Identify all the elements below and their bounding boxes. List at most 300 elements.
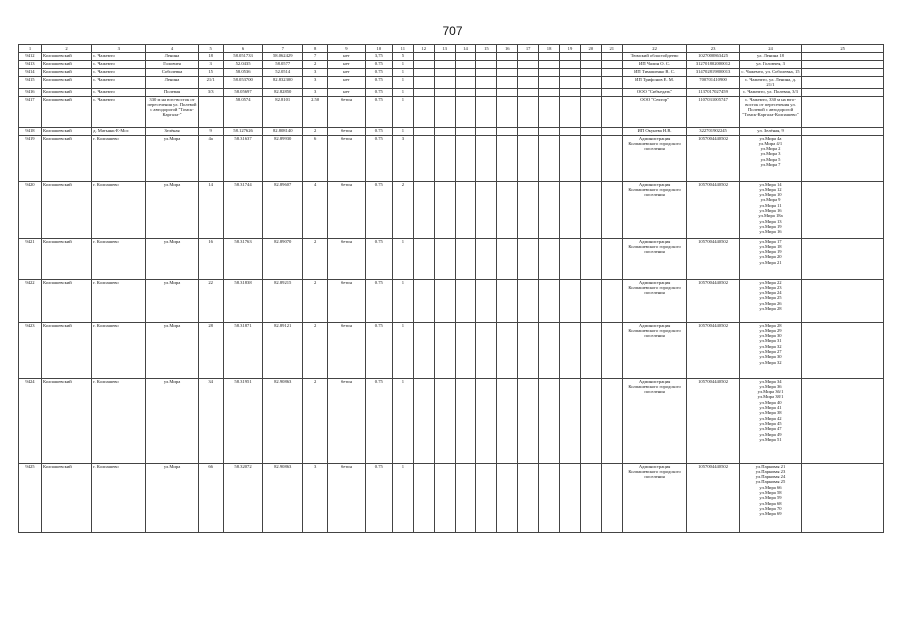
cell-empty bbox=[455, 135, 476, 181]
cell-address: ул. Головчея, 3 bbox=[739, 61, 802, 69]
column-header: 7 bbox=[263, 45, 303, 53]
table-row bbox=[19, 463, 884, 532]
cell-count: 3 bbox=[303, 88, 328, 96]
cell-lon: 82.89607 bbox=[263, 181, 303, 238]
cell-empty bbox=[802, 61, 884, 69]
cell-street: Полевая bbox=[146, 88, 198, 96]
cell-empty bbox=[497, 88, 518, 96]
cell-district: Колпашевский bbox=[41, 69, 91, 77]
cell-empty bbox=[539, 135, 560, 181]
cell-empty bbox=[601, 69, 622, 77]
cell-empty bbox=[518, 135, 539, 181]
cell-empty bbox=[497, 279, 518, 322]
cell-empty bbox=[802, 127, 884, 135]
cell-empty bbox=[601, 135, 622, 181]
cell-street: Ленина bbox=[146, 53, 198, 61]
table-body bbox=[19, 45, 884, 533]
cell-count: 2 bbox=[303, 279, 328, 322]
column-header: 8 bbox=[303, 45, 328, 53]
cell-empty bbox=[413, 53, 434, 61]
cell-lat: 58.31637 bbox=[223, 135, 263, 181]
cell-owner: ООО "Сибъедать" bbox=[622, 88, 687, 96]
cell-empty bbox=[802, 135, 884, 181]
cell-district: Колпашевский bbox=[41, 96, 91, 127]
table-row bbox=[19, 53, 884, 61]
cell-district: Колпашевский bbox=[41, 322, 91, 378]
cell-district: Колпашевский bbox=[41, 181, 91, 238]
cell-house: 15 bbox=[198, 69, 223, 77]
cell-empty bbox=[601, 463, 622, 532]
cell-owner: Тюмский областойдеево bbox=[622, 53, 687, 61]
cell-n: 9425 bbox=[19, 463, 42, 532]
cell-count: 4 bbox=[303, 181, 328, 238]
cell-house: 34 bbox=[198, 378, 223, 463]
header-row bbox=[19, 45, 884, 53]
cell-empty bbox=[455, 96, 476, 127]
cell-count: 3 bbox=[303, 69, 328, 77]
cell-empty bbox=[802, 69, 884, 77]
cell-empty bbox=[518, 322, 539, 378]
column-header: 17 bbox=[518, 45, 539, 53]
cell-owner: ИП Чалин О. С. bbox=[622, 61, 687, 69]
cell-material: 0.75 bbox=[365, 378, 392, 463]
cell-empty bbox=[497, 127, 518, 135]
cell-count: 6 bbox=[303, 135, 328, 181]
cell-empty bbox=[497, 135, 518, 181]
cell-district: Колпашевский bbox=[41, 238, 91, 279]
cell-area: 1 bbox=[392, 378, 413, 463]
cell-n: 9418 bbox=[19, 127, 42, 135]
cell-inn: 312701802000012 bbox=[687, 61, 739, 69]
cell-empty bbox=[518, 53, 539, 61]
cell-inn: 700701410900 bbox=[687, 77, 739, 89]
cell-inn: 1057004440502 bbox=[687, 181, 739, 238]
cell-empty bbox=[413, 378, 434, 463]
cell-empty bbox=[580, 53, 601, 61]
cell-empty bbox=[560, 378, 581, 463]
cell-street: ул.Мира bbox=[146, 463, 198, 532]
cell-count: 2 bbox=[303, 238, 328, 279]
column-header: 5 bbox=[198, 45, 223, 53]
cell-empty bbox=[580, 181, 601, 238]
cell-count: 3 bbox=[303, 77, 328, 89]
cell-empty bbox=[601, 378, 622, 463]
cell-empty bbox=[601, 53, 622, 61]
cell-empty bbox=[518, 279, 539, 322]
cell-empty bbox=[413, 127, 434, 135]
cell-empty bbox=[560, 53, 581, 61]
cell-owner: Администрация Колпашевского городского поселения bbox=[622, 378, 687, 463]
cell-empty bbox=[518, 127, 539, 135]
cell-empty bbox=[518, 96, 539, 127]
cell-empty bbox=[476, 279, 497, 322]
cell-district: Колпашевский bbox=[41, 88, 91, 96]
cell-inn: 1057004440502 bbox=[687, 322, 739, 378]
cell-street: Ленина bbox=[146, 77, 198, 89]
cell-count: 7 bbox=[303, 53, 328, 61]
cell-area: 1 bbox=[392, 77, 413, 89]
cell-empty bbox=[497, 69, 518, 77]
cell-lon: 82.89215 bbox=[263, 279, 303, 322]
cell-empty bbox=[560, 279, 581, 322]
cell-empty bbox=[802, 77, 884, 89]
cell-lat: 58.051733 bbox=[223, 53, 263, 61]
cell-vol: бетон bbox=[328, 135, 366, 181]
cell-empty bbox=[601, 77, 622, 89]
cell-empty bbox=[518, 77, 539, 89]
cell-house: 21/1 bbox=[198, 77, 223, 89]
cell-material: 0.75 bbox=[365, 77, 392, 89]
cell-house: 28 bbox=[198, 322, 223, 378]
cell-empty bbox=[497, 61, 518, 69]
cell-lat: 58.053700 bbox=[223, 77, 263, 89]
cell-area: 5 bbox=[392, 53, 413, 61]
cell-inn: 1057004440502 bbox=[687, 238, 739, 279]
cell-empty bbox=[560, 322, 581, 378]
cell-empty bbox=[476, 53, 497, 61]
cell-house: 4а bbox=[198, 135, 223, 181]
cell-empty bbox=[580, 279, 601, 322]
cell-empty bbox=[455, 69, 476, 77]
cell-n: 9421 bbox=[19, 238, 42, 279]
cell-material: 0.75 bbox=[365, 181, 392, 238]
cell-district: Колпашевский bbox=[41, 279, 91, 322]
cell-vol: нет bbox=[328, 69, 366, 77]
cell-address: ул.Парковая 21 ул.Парковая 23 ул.Парковая 24 ул.Парковая 25 ул.Мира 66 ул.Мира 58 ул.Мира 59 ул.Мира 68 ул.Мира 70 ул.Мира 69 bbox=[739, 463, 802, 532]
cell-empty bbox=[497, 463, 518, 532]
cell-empty bbox=[497, 77, 518, 89]
cell-district: Колпашевский bbox=[41, 77, 91, 89]
cell-empty bbox=[802, 322, 884, 378]
cell-empty bbox=[518, 463, 539, 532]
cell-street: ул.Мира bbox=[146, 135, 198, 181]
cell-empty bbox=[539, 378, 560, 463]
cell-settlement: с. Чажемто bbox=[92, 53, 146, 61]
cell-empty bbox=[434, 279, 455, 322]
cell-empty bbox=[560, 69, 581, 77]
cell-address: ул. Зелёная, 9 bbox=[739, 127, 802, 135]
cell-district: Колпашевский bbox=[41, 61, 91, 69]
cell-street: ул.Мира bbox=[146, 322, 198, 378]
cell-empty bbox=[580, 61, 601, 69]
cell-empty bbox=[455, 279, 476, 322]
table-row bbox=[19, 279, 884, 322]
cell-empty bbox=[434, 378, 455, 463]
cell-empty bbox=[580, 463, 601, 532]
cell-lat: 58.31951 bbox=[223, 378, 263, 463]
cell-address: с. Чажемто, 330 м на юго-восток от пересечения ул. Полевой с автодорогой "Томск-Каргала-Колпашево" bbox=[739, 96, 802, 127]
cell-empty bbox=[560, 238, 581, 279]
cell-empty bbox=[476, 378, 497, 463]
cell-empty bbox=[560, 88, 581, 96]
cell-house: 3/3 bbox=[198, 88, 223, 96]
cell-lon: 58.0577 bbox=[263, 61, 303, 69]
table-row bbox=[19, 61, 884, 69]
cell-n: 9413 bbox=[19, 61, 42, 69]
cell-lon: 58.062429 bbox=[263, 53, 303, 61]
cell-vol: нет bbox=[328, 88, 366, 96]
cell-material: 0.75 bbox=[365, 279, 392, 322]
column-header: 14 bbox=[455, 45, 476, 53]
cell-area: 1 bbox=[392, 127, 413, 135]
cell-n: 9417 bbox=[19, 96, 42, 127]
cell-empty bbox=[539, 279, 560, 322]
cell-material: 0.75 bbox=[365, 463, 392, 532]
cell-empty bbox=[802, 88, 884, 96]
cell-street: 330 м на юго-восток от пересечения ул. Полевой с автодорогой "Томск-Каргала-" bbox=[146, 96, 198, 127]
cell-empty bbox=[434, 238, 455, 279]
cell-empty bbox=[413, 61, 434, 69]
cell-empty bbox=[413, 69, 434, 77]
cell-house: 18 bbox=[198, 53, 223, 61]
cell-inn: 1057004440502 bbox=[687, 463, 739, 532]
cell-lon: 82.8101 bbox=[263, 96, 303, 127]
cell-empty bbox=[539, 322, 560, 378]
cell-material: 0.75 bbox=[365, 69, 392, 77]
cell-empty bbox=[601, 181, 622, 238]
column-header: 16 bbox=[497, 45, 518, 53]
cell-material: 0.75 bbox=[365, 88, 392, 96]
cell-empty bbox=[497, 322, 518, 378]
cell-settlement: г. Колпашево bbox=[92, 238, 146, 279]
cell-address: ул.Мира 17 ул.Мира 18 ул.Мира 19 ул.Мира 20 ул.Мира 21 bbox=[739, 238, 802, 279]
cell-house: 16 bbox=[198, 238, 223, 279]
cell-n: 9422 bbox=[19, 279, 42, 322]
cell-n: 9423 bbox=[19, 322, 42, 378]
cell-owner: Администрация Колпашевского городского поселения bbox=[622, 279, 687, 322]
cell-empty bbox=[455, 378, 476, 463]
cell-n: 9424 bbox=[19, 378, 42, 463]
cell-empty bbox=[601, 88, 622, 96]
cell-empty bbox=[455, 322, 476, 378]
page-number: 707 bbox=[442, 24, 463, 38]
cell-address: с. Чажемто, ул. Ленина, д. 21/1 bbox=[739, 77, 802, 89]
cell-district: Колпашевский bbox=[41, 127, 91, 135]
cell-empty bbox=[455, 463, 476, 532]
cell-owner: Администрация Колпашевского городского поселения bbox=[622, 181, 687, 238]
cell-empty bbox=[580, 96, 601, 127]
cell-empty bbox=[539, 463, 560, 532]
cell-street: Головчея bbox=[146, 61, 198, 69]
cell-lat: 58.31763 bbox=[223, 238, 263, 279]
cell-empty bbox=[476, 322, 497, 378]
cell-area: 2 bbox=[392, 181, 413, 238]
cell-material: 3,75 bbox=[365, 53, 392, 61]
cell-lat: 58.32072 bbox=[223, 463, 263, 532]
cell-empty bbox=[434, 77, 455, 89]
cell-owner: ИП Окунева Н.В. bbox=[622, 127, 687, 135]
table-row bbox=[19, 238, 884, 279]
cell-settlement: г. Колпашево bbox=[92, 181, 146, 238]
cell-empty bbox=[413, 88, 434, 96]
cell-empty bbox=[413, 135, 434, 181]
cell-empty bbox=[802, 238, 884, 279]
cell-inn: 314702819800013 bbox=[687, 69, 739, 77]
column-header: 10 bbox=[365, 45, 392, 53]
cell-owner: Администрация Колпашевского городского поселения bbox=[622, 463, 687, 532]
cell-empty bbox=[601, 127, 622, 135]
cell-house: 3 bbox=[198, 61, 223, 69]
cell-empty bbox=[455, 88, 476, 96]
cell-empty bbox=[560, 61, 581, 69]
cell-material: 0.75 bbox=[365, 127, 392, 135]
cell-settlement: г. Колпашево bbox=[92, 463, 146, 532]
cell-empty bbox=[580, 322, 601, 378]
cell-district: Колпашевский bbox=[41, 135, 91, 181]
cell-empty bbox=[518, 88, 539, 96]
cell-vol: бетон bbox=[328, 279, 366, 322]
cell-vol: бетон bbox=[328, 181, 366, 238]
cell-area: 1 bbox=[392, 96, 413, 127]
cell-count: 2 bbox=[303, 127, 328, 135]
cell-street: ул.Мира bbox=[146, 378, 198, 463]
cell-street: ул.Мира bbox=[146, 181, 198, 238]
cell-empty bbox=[476, 69, 497, 77]
column-header: 15 bbox=[476, 45, 497, 53]
cell-empty bbox=[434, 88, 455, 96]
cell-vol: бетон bbox=[328, 463, 366, 532]
cell-count: 2 bbox=[303, 322, 328, 378]
cell-owner: ИП Трифонов Е. М. bbox=[622, 77, 687, 89]
column-header: 1 bbox=[19, 45, 42, 53]
cell-empty bbox=[580, 238, 601, 279]
cell-vol: нет bbox=[328, 77, 366, 89]
cell-empty bbox=[413, 279, 434, 322]
cell-empty bbox=[434, 96, 455, 127]
cell-area: 1 bbox=[392, 238, 413, 279]
cell-inn: 1027000863425 bbox=[687, 53, 739, 61]
cell-empty bbox=[802, 53, 884, 61]
cell-empty bbox=[497, 96, 518, 127]
cell-district: Колпашевский bbox=[41, 53, 91, 61]
cell-empty bbox=[802, 96, 884, 127]
cell-address: ул.Мира 14 ул.Мира 12 ул.Мира 10 ул.Мира 9 ул.Мира 11 ул.Мира 16 ул.Мира 18а ул.Мира 13 ул.Мира 19 ул.Мира 16 bbox=[739, 181, 802, 238]
cell-empty bbox=[455, 127, 476, 135]
column-header: 21 bbox=[601, 45, 622, 53]
cell-area: 1 bbox=[392, 88, 413, 96]
cell-settlement: д. Матьянь-Е-Мос bbox=[92, 127, 146, 135]
cell-lon: 82.808140 bbox=[263, 127, 303, 135]
cell-owner: ИП Тимашенко В. С. bbox=[622, 69, 687, 77]
cell-owner: ООО "Сектор" bbox=[622, 96, 687, 127]
table-row bbox=[19, 322, 884, 378]
cell-area: 1 bbox=[392, 463, 413, 532]
cell-lon: 82.89121 bbox=[263, 322, 303, 378]
cell-empty bbox=[413, 77, 434, 89]
column-header: 2 bbox=[41, 45, 91, 53]
cell-material: 0.75 bbox=[365, 322, 392, 378]
cell-empty bbox=[434, 463, 455, 532]
cell-empty bbox=[476, 463, 497, 532]
column-header: 13 bbox=[434, 45, 455, 53]
cell-empty bbox=[455, 77, 476, 89]
cell-district: Колпашевский bbox=[41, 463, 91, 532]
cell-lat: 52.0435 bbox=[223, 61, 263, 69]
cell-empty bbox=[802, 181, 884, 238]
cell-empty bbox=[518, 238, 539, 279]
cell-empty bbox=[580, 88, 601, 96]
registry-table bbox=[18, 44, 884, 533]
cell-empty bbox=[476, 61, 497, 69]
cell-empty bbox=[601, 96, 622, 127]
cell-empty bbox=[539, 88, 560, 96]
cell-empty bbox=[518, 378, 539, 463]
cell-settlement: с. Чажемто bbox=[92, 69, 146, 77]
column-header: 20 bbox=[580, 45, 601, 53]
cell-area: 1 bbox=[392, 322, 413, 378]
cell-empty bbox=[560, 463, 581, 532]
cell-empty bbox=[434, 53, 455, 61]
cell-empty bbox=[802, 463, 884, 532]
cell-lon: 82.82850 bbox=[263, 88, 303, 96]
cell-empty bbox=[580, 378, 601, 463]
cell-empty bbox=[476, 88, 497, 96]
cell-house: 66 bbox=[198, 463, 223, 532]
column-header: 22 bbox=[622, 45, 687, 53]
cell-settlement: г. Колпашево bbox=[92, 378, 146, 463]
cell-area: 1 bbox=[392, 279, 413, 322]
cell-address: ул.Мира 28 ул.Мира 29 ул.Мира 30 ул.Мира 31 ул.Мира 32 ул.Мира 27 ул.Мира 30 ул.Мира 32 bbox=[739, 322, 802, 378]
cell-material: 0.75 bbox=[365, 238, 392, 279]
cell-address: ул. Ленина 18 bbox=[739, 53, 802, 61]
cell-lon: 82.89930 bbox=[263, 135, 303, 181]
cell-empty bbox=[560, 77, 581, 89]
cell-address: ул.Мира 22 ул.Мира 23 ул.Мира 24 ул.Мира 25 ул.Мира 26 ул.Мира 28 bbox=[739, 279, 802, 322]
cell-lat: 58.31744 bbox=[223, 181, 263, 238]
cell-street: ул.Мира bbox=[146, 238, 198, 279]
cell-lon: 82.90863 bbox=[263, 378, 303, 463]
cell-empty bbox=[455, 53, 476, 61]
cell-area: 3 bbox=[392, 135, 413, 181]
cell-n: 9419 bbox=[19, 135, 42, 181]
cell-empty bbox=[455, 238, 476, 279]
cell-empty bbox=[497, 181, 518, 238]
cell-street: Зелёная bbox=[146, 127, 198, 135]
cell-address: ул.Мира 4а ул.Мира 4/1 ул.Мира 2 ул.Мира 3 ул.Мира 5 ул.Мира 7 bbox=[739, 135, 802, 181]
cell-empty bbox=[560, 135, 581, 181]
cell-lat: 58.0574 bbox=[223, 96, 263, 127]
cell-empty bbox=[413, 322, 434, 378]
cell-n: 9415 bbox=[19, 77, 42, 89]
cell-empty bbox=[434, 181, 455, 238]
cell-empty bbox=[476, 96, 497, 127]
cell-count: 2 bbox=[303, 378, 328, 463]
cell-empty bbox=[476, 238, 497, 279]
cell-settlement: с. Чажемто bbox=[92, 88, 146, 96]
cell-count: 2.50 bbox=[303, 96, 328, 127]
cell-empty bbox=[539, 69, 560, 77]
cell-address: с. Чажемто, ул. Полевая, 3/3 bbox=[739, 88, 802, 96]
column-header: 12 bbox=[413, 45, 434, 53]
cell-lat: 58.0536 bbox=[223, 69, 263, 77]
cell-empty bbox=[539, 127, 560, 135]
cell-settlement: г. Колпашево bbox=[92, 322, 146, 378]
cell-n: 9414 bbox=[19, 69, 42, 77]
cell-owner: Администрация Колпашевского городского поселения bbox=[622, 135, 687, 181]
cell-lon: 82.832300 bbox=[263, 77, 303, 89]
column-header: 11 bbox=[392, 45, 413, 53]
cell-empty bbox=[580, 77, 601, 89]
cell-empty bbox=[455, 181, 476, 238]
cell-empty bbox=[518, 61, 539, 69]
cell-owner: Администрация Колпашевского городского поселения bbox=[622, 238, 687, 279]
cell-area: 1 bbox=[392, 69, 413, 77]
cell-empty bbox=[476, 127, 497, 135]
cell-empty bbox=[539, 61, 560, 69]
cell-empty bbox=[497, 238, 518, 279]
cell-area: 1 bbox=[392, 61, 413, 69]
cell-lon: 82.90863 bbox=[263, 463, 303, 532]
